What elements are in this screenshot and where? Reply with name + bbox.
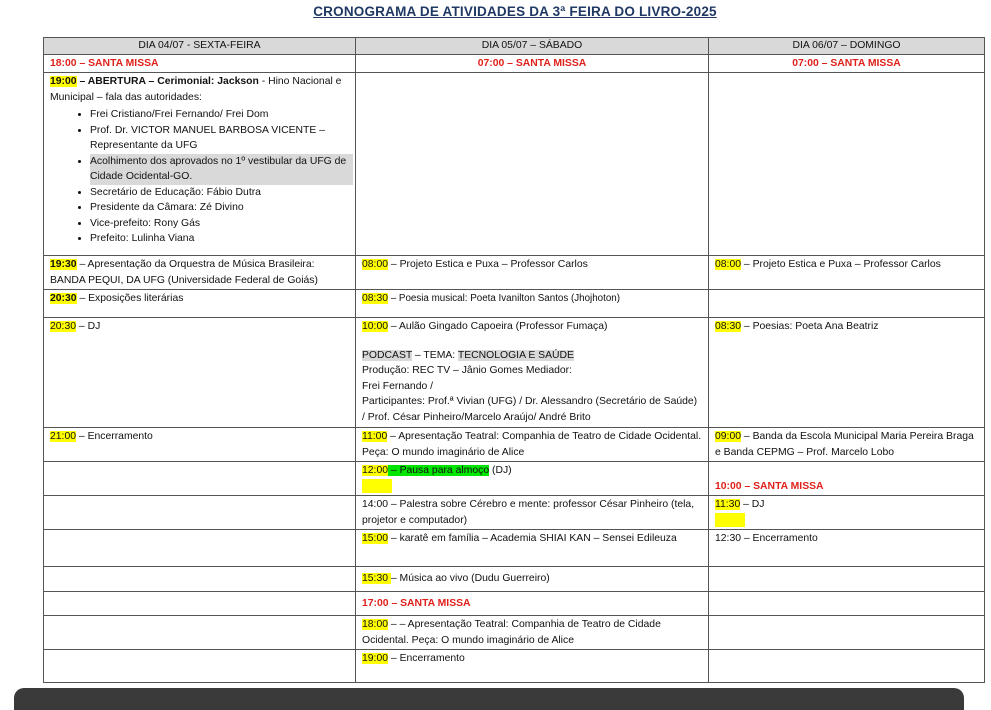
schedule-cell <box>709 496 985 530</box>
schedule-cell <box>356 256 709 290</box>
podcast-sep: – TEMA: <box>412 349 458 361</box>
time-badge: 21:00 <box>50 431 77 442</box>
activity-text: – Projeto Estica e Puxa – Professor Carlos <box>388 259 588 270</box>
activity-text: 14:00 – Palestra sobre Cérebro e mente: professor César Pinheiro (tela, projetor e computador) <box>362 499 695 526</box>
empty-cell <box>709 616 985 650</box>
empty-cell <box>709 73 985 256</box>
highlight-block <box>362 479 392 493</box>
opening-desc: - Hino Nacional e Municipal – fala das autoridades: <box>50 76 342 103</box>
time-badge: 18:00 <box>362 619 389 630</box>
table-row <box>44 318 985 428</box>
bottom-toolbar <box>14 688 964 710</box>
time-badge: 15:00 <box>362 533 389 544</box>
time-badge: 15:30 <box>362 573 391 585</box>
schedule-cell <box>356 530 709 567</box>
empty-cell <box>709 650 985 683</box>
document-title: CRONOGRAMA DE ATIVIDADES DA 3ª FEIRA DO LIVRO-2025 <box>313 4 717 19</box>
activity-text: – Poesia musical: Poeta Ivanilton Santos (Jhojhoton) <box>388 293 621 304</box>
time-badge: 08:00 <box>362 259 389 270</box>
empty-cell <box>356 73 709 256</box>
time-badge: 08:30 <box>362 293 389 304</box>
schedule-cell <box>709 318 985 428</box>
empty-cell <box>44 616 356 650</box>
table-row <box>44 428 985 462</box>
empty-cell <box>44 496 356 530</box>
time-badge: 11:30 <box>715 499 741 510</box>
activity-text: – Poesias: Poeta Ana Beatriz <box>741 321 879 332</box>
time-badge: 20:30 <box>50 321 77 332</box>
empty-cell <box>44 650 356 683</box>
time-badge: 19:30 <box>50 259 77 270</box>
empty-cell <box>44 592 356 616</box>
activity-text: – DJ <box>76 321 101 332</box>
activity-text: – DJ <box>740 499 765 510</box>
schedule-cell <box>44 256 356 290</box>
schedule-cell <box>356 592 709 616</box>
mass-day-3-late: 10:00 – SANTA MISSA <box>715 480 824 492</box>
activity-text: – Exposições literárias <box>76 293 184 304</box>
time-badge: 08:00 <box>715 259 742 270</box>
empty-cell <box>44 530 356 567</box>
activity-text: – Apresentação da Orquestra de Música Brasileira: BANDA PEQUI, DA UFG (Universidade Federal de Goiás) <box>50 259 318 286</box>
list-item: • Frei Cristiano/Frei Fernando/ Frei Dom <box>90 107 353 123</box>
empty-cell <box>709 592 985 616</box>
podcast-line: Frei Fernando / <box>362 380 434 392</box>
empty-cell <box>709 567 985 592</box>
time-badge: 12:00 <box>362 465 389 476</box>
activity-text: – Banda da Escola Municipal Maria Pereira Braga e Banda CEPMG – Prof. Marcelo Lobo <box>715 431 974 458</box>
list-item: • Acolhimento dos aprovados no 1º vestibular da UFG de Cidade Ocidental-GO. <box>90 154 353 185</box>
table-row <box>44 592 985 616</box>
time-badge: 08:30 <box>715 321 742 332</box>
header-row <box>44 38 985 55</box>
schedule-cell <box>709 428 985 462</box>
schedule-cell <box>709 530 985 567</box>
list-item: • Presidente da Câmara: Zé Divino <box>90 200 353 216</box>
schedule-cell <box>44 290 356 318</box>
header-day-1: DIA 04/07 - SEXTA-FEIRA <box>44 38 356 55</box>
opening-title: – ABERTURA – Cerimonial: Jackson <box>76 76 259 87</box>
activity-text: 12:30 – Encerramento <box>715 533 818 544</box>
activity-text: (DJ) <box>489 465 512 476</box>
empty-cell <box>44 462 356 496</box>
schedule-table <box>43 37 985 683</box>
schedule-cell <box>356 567 709 592</box>
table-row <box>44 496 985 530</box>
mass-day-2-late: 17:00 – SANTA MISSA <box>362 597 471 609</box>
activity-text: – – Apresentação Teatral: Companhia de Teatro de Cidade Ocidental. Peça: O mundo imaginário de Alice <box>362 619 661 646</box>
podcast-line: Participantes: Prof.ª Vivian (UFG) / Dr. Alessandro (Secretário de Saúde) / Prof. César Pinheiro/Marcelo Araújo/ André Brito <box>362 396 698 423</box>
activity-text: – karatê em família – Academia SHIAI KAN – Sensei Edileuza <box>388 533 677 544</box>
table-row <box>44 54 985 73</box>
time-badge: 19:00 <box>362 653 389 664</box>
mass-day-1: 18:00 – SANTA MISSA <box>44 54 356 73</box>
lunch-break: – Pausa para almoço <box>388 465 490 476</box>
mass-day-2: 07:00 – SANTA MISSA <box>356 54 709 73</box>
list-item: • Prof. Dr. VICTOR MANUEL BARBOSA VICENTE – Representante da UFG <box>90 123 353 154</box>
table-row <box>44 567 985 592</box>
table-row <box>44 462 985 496</box>
time-badge: 11:00 <box>362 431 388 442</box>
schedule-cell <box>356 650 709 683</box>
schedule-cell <box>356 290 709 318</box>
opening-time: 19:00 <box>50 76 77 87</box>
authorities-list <box>50 107 353 247</box>
empty-cell <box>44 567 356 592</box>
podcast-theme: TECNOLOGIA E SAÚDE <box>457 349 574 361</box>
highlight-block <box>715 513 745 527</box>
header-day-3: DIA 06/07 – DOMINGO <box>709 38 985 55</box>
table-row <box>44 616 985 650</box>
list-item: • Secretário de Educação: Fábio Dutra <box>90 185 353 201</box>
mass-day-3: 07:00 – SANTA MISSA <box>709 54 985 73</box>
empty-cell <box>709 290 985 318</box>
schedule-cell <box>356 428 709 462</box>
table-row <box>44 73 985 256</box>
schedule-cell <box>44 318 356 428</box>
activity-text: – Aulão Gingado Capoeira (Professor Fumaça) <box>388 321 608 332</box>
time-badge: 10:00 <box>362 321 389 332</box>
table-row <box>44 530 985 567</box>
schedule-cell <box>709 256 985 290</box>
table-row <box>44 256 985 290</box>
schedule-cell <box>356 318 709 428</box>
schedule-cell <box>356 462 709 496</box>
podcast-line: Produção: REC TV – Jânio Gomes Mediador: <box>362 365 573 376</box>
activity-text: – Música ao vivo (Dudu Guerreiro) <box>390 573 550 585</box>
time-badge: 09:00 <box>715 431 742 442</box>
schedule-cell <box>709 462 985 496</box>
time-badge: 20:30 <box>50 293 77 304</box>
list-item: • Prefeito: Lulinha Viana <box>90 231 353 247</box>
activity-text: – Projeto Estica e Puxa – Professor Carlos <box>741 259 941 270</box>
podcast-label: PODCAST <box>362 349 413 361</box>
table-row <box>44 650 985 683</box>
activity-text: – Apresentação Teatral: Companhia de Teatro de Cidade Ocidental. Peça: O mundo imaginário de Alice <box>362 431 702 458</box>
opening-cell <box>44 73 356 256</box>
table-row <box>44 290 985 318</box>
activity-text: – Encerramento <box>76 431 153 442</box>
activity-text: – Encerramento <box>388 653 465 664</box>
list-item: • Vice-prefeito: Rony Gás <box>90 216 353 232</box>
header-day-2: DIA 05/07 – SÁBADO <box>356 38 709 55</box>
schedule-cell <box>356 496 709 530</box>
schedule-cell <box>44 428 356 462</box>
schedule-cell <box>356 616 709 650</box>
